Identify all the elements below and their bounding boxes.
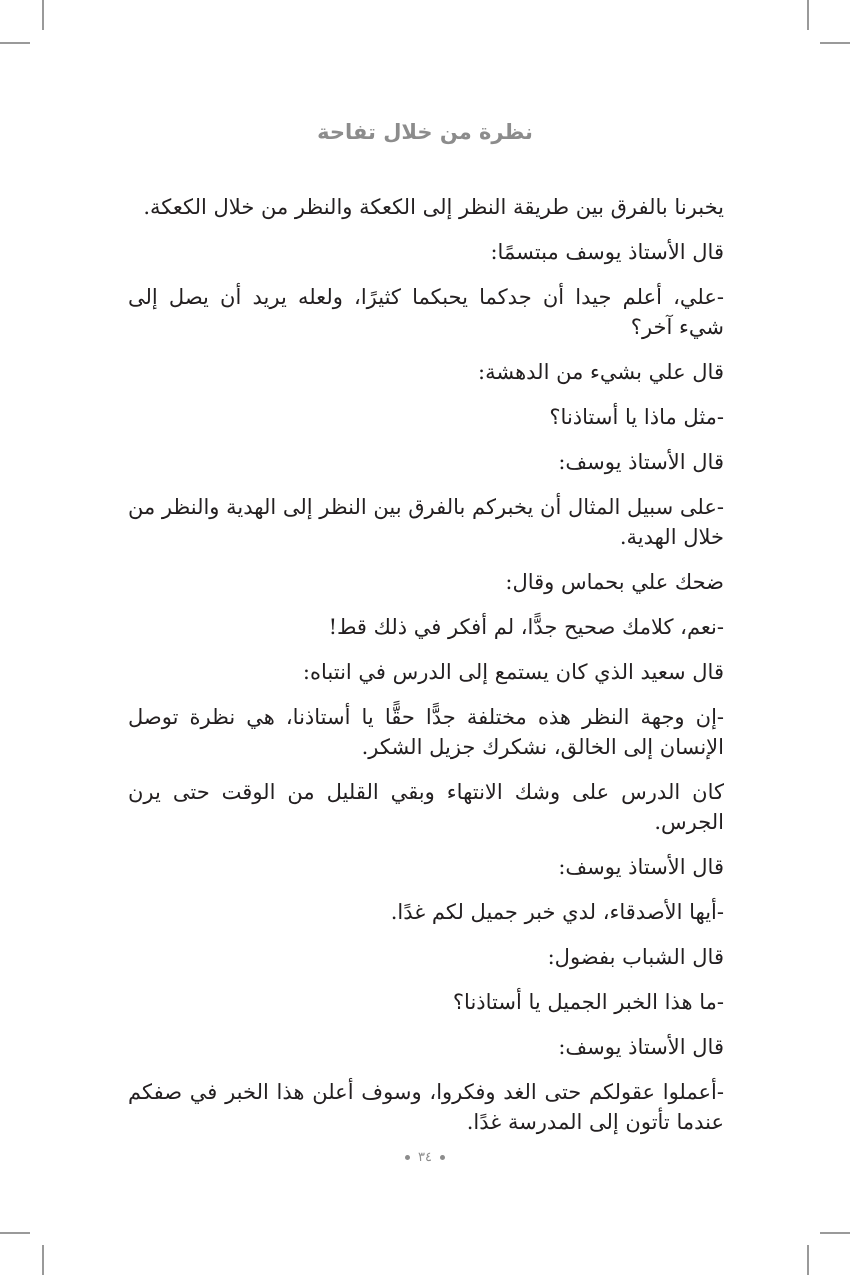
paragraph: -نعم، كلامك صحيح جدًّا، لم أفكر في ذلك قط! bbox=[328, 615, 724, 639]
page-number: ٣٤ bbox=[418, 1150, 432, 1165]
paragraph: قال الأستاذ يوسف: bbox=[558, 450, 724, 474]
paragraph: قال الأستاذ يوسف: bbox=[558, 1035, 724, 1059]
bullet-icon bbox=[405, 1155, 410, 1160]
crop-mark-bottom-right-horizontal bbox=[820, 1232, 850, 1234]
crop-mark-bottom-right-vertical bbox=[807, 1245, 809, 1275]
paragraph: -علي، أعلم جيدا أن جدكما يحبكما كثيرًا، ولعله يريد أن يصل إلى شيء آخر؟ bbox=[128, 285, 724, 339]
bullet-icon bbox=[440, 1155, 445, 1160]
paragraph: -أعملوا عقولكم حتى الغد وفكروا، وسوف أعلن هذا الخبر في صفكم عندما تأتون إلى المدرسة غدًا. bbox=[128, 1080, 724, 1134]
paragraph: يخبرنا بالفرق بين طريقة النظر إلى الكعكة والنظر من خلال الكعكة. bbox=[143, 195, 724, 219]
crop-mark-top-right-vertical bbox=[807, 0, 809, 30]
paragraph: -مثل ماذا يا أستاذنا؟ bbox=[549, 405, 724, 429]
crop-mark-bottom-left-horizontal bbox=[0, 1232, 30, 1234]
crop-mark-top-left-horizontal bbox=[0, 42, 30, 44]
crop-mark-top-left-vertical bbox=[42, 0, 44, 30]
paragraph: -ما هذا الخبر الجميل يا أستاذنا؟ bbox=[452, 990, 724, 1014]
paragraph: قال سعيد الذي كان يستمع إلى الدرس في انتباه: bbox=[302, 660, 724, 684]
paragraph: قال علي بشيء من الدهشة: bbox=[478, 360, 724, 384]
crop-mark-top-right-horizontal bbox=[820, 42, 850, 44]
paragraph: قال الشباب بفضول: bbox=[547, 945, 724, 969]
paragraph: -إن وجهة النظر هذه مختلفة جدًّا حقًّا يا أستاذنا، هي نظرة توصل الإنسان إلى الخالق، نشكرك جزيل الشكر. bbox=[128, 705, 724, 759]
paragraph: قال الأستاذ يوسف مبتسمًا: bbox=[490, 240, 724, 264]
paragraph: قال الأستاذ يوسف: bbox=[558, 855, 724, 879]
paragraph: كان الدرس على وشك الانتهاء وبقي القليل من الوقت حتى يرن الجرس. bbox=[128, 780, 724, 834]
page-footer bbox=[0, 1150, 850, 1165]
page-body bbox=[128, 192, 724, 1152]
paragraph: -أيها الأصدقاء، لدي خبر جميل لكم غدًا. bbox=[390, 900, 724, 924]
paragraph: ضحك علي بحماس وقال: bbox=[505, 570, 724, 594]
crop-mark-bottom-left-vertical bbox=[42, 1245, 44, 1275]
paragraph: -على سبيل المثال أن يخبركم بالفرق بين النظر إلى الهدية والنظر من خلال الهدية. bbox=[128, 495, 724, 549]
running-header: نظرة من خلال تفاحة bbox=[317, 120, 533, 144]
